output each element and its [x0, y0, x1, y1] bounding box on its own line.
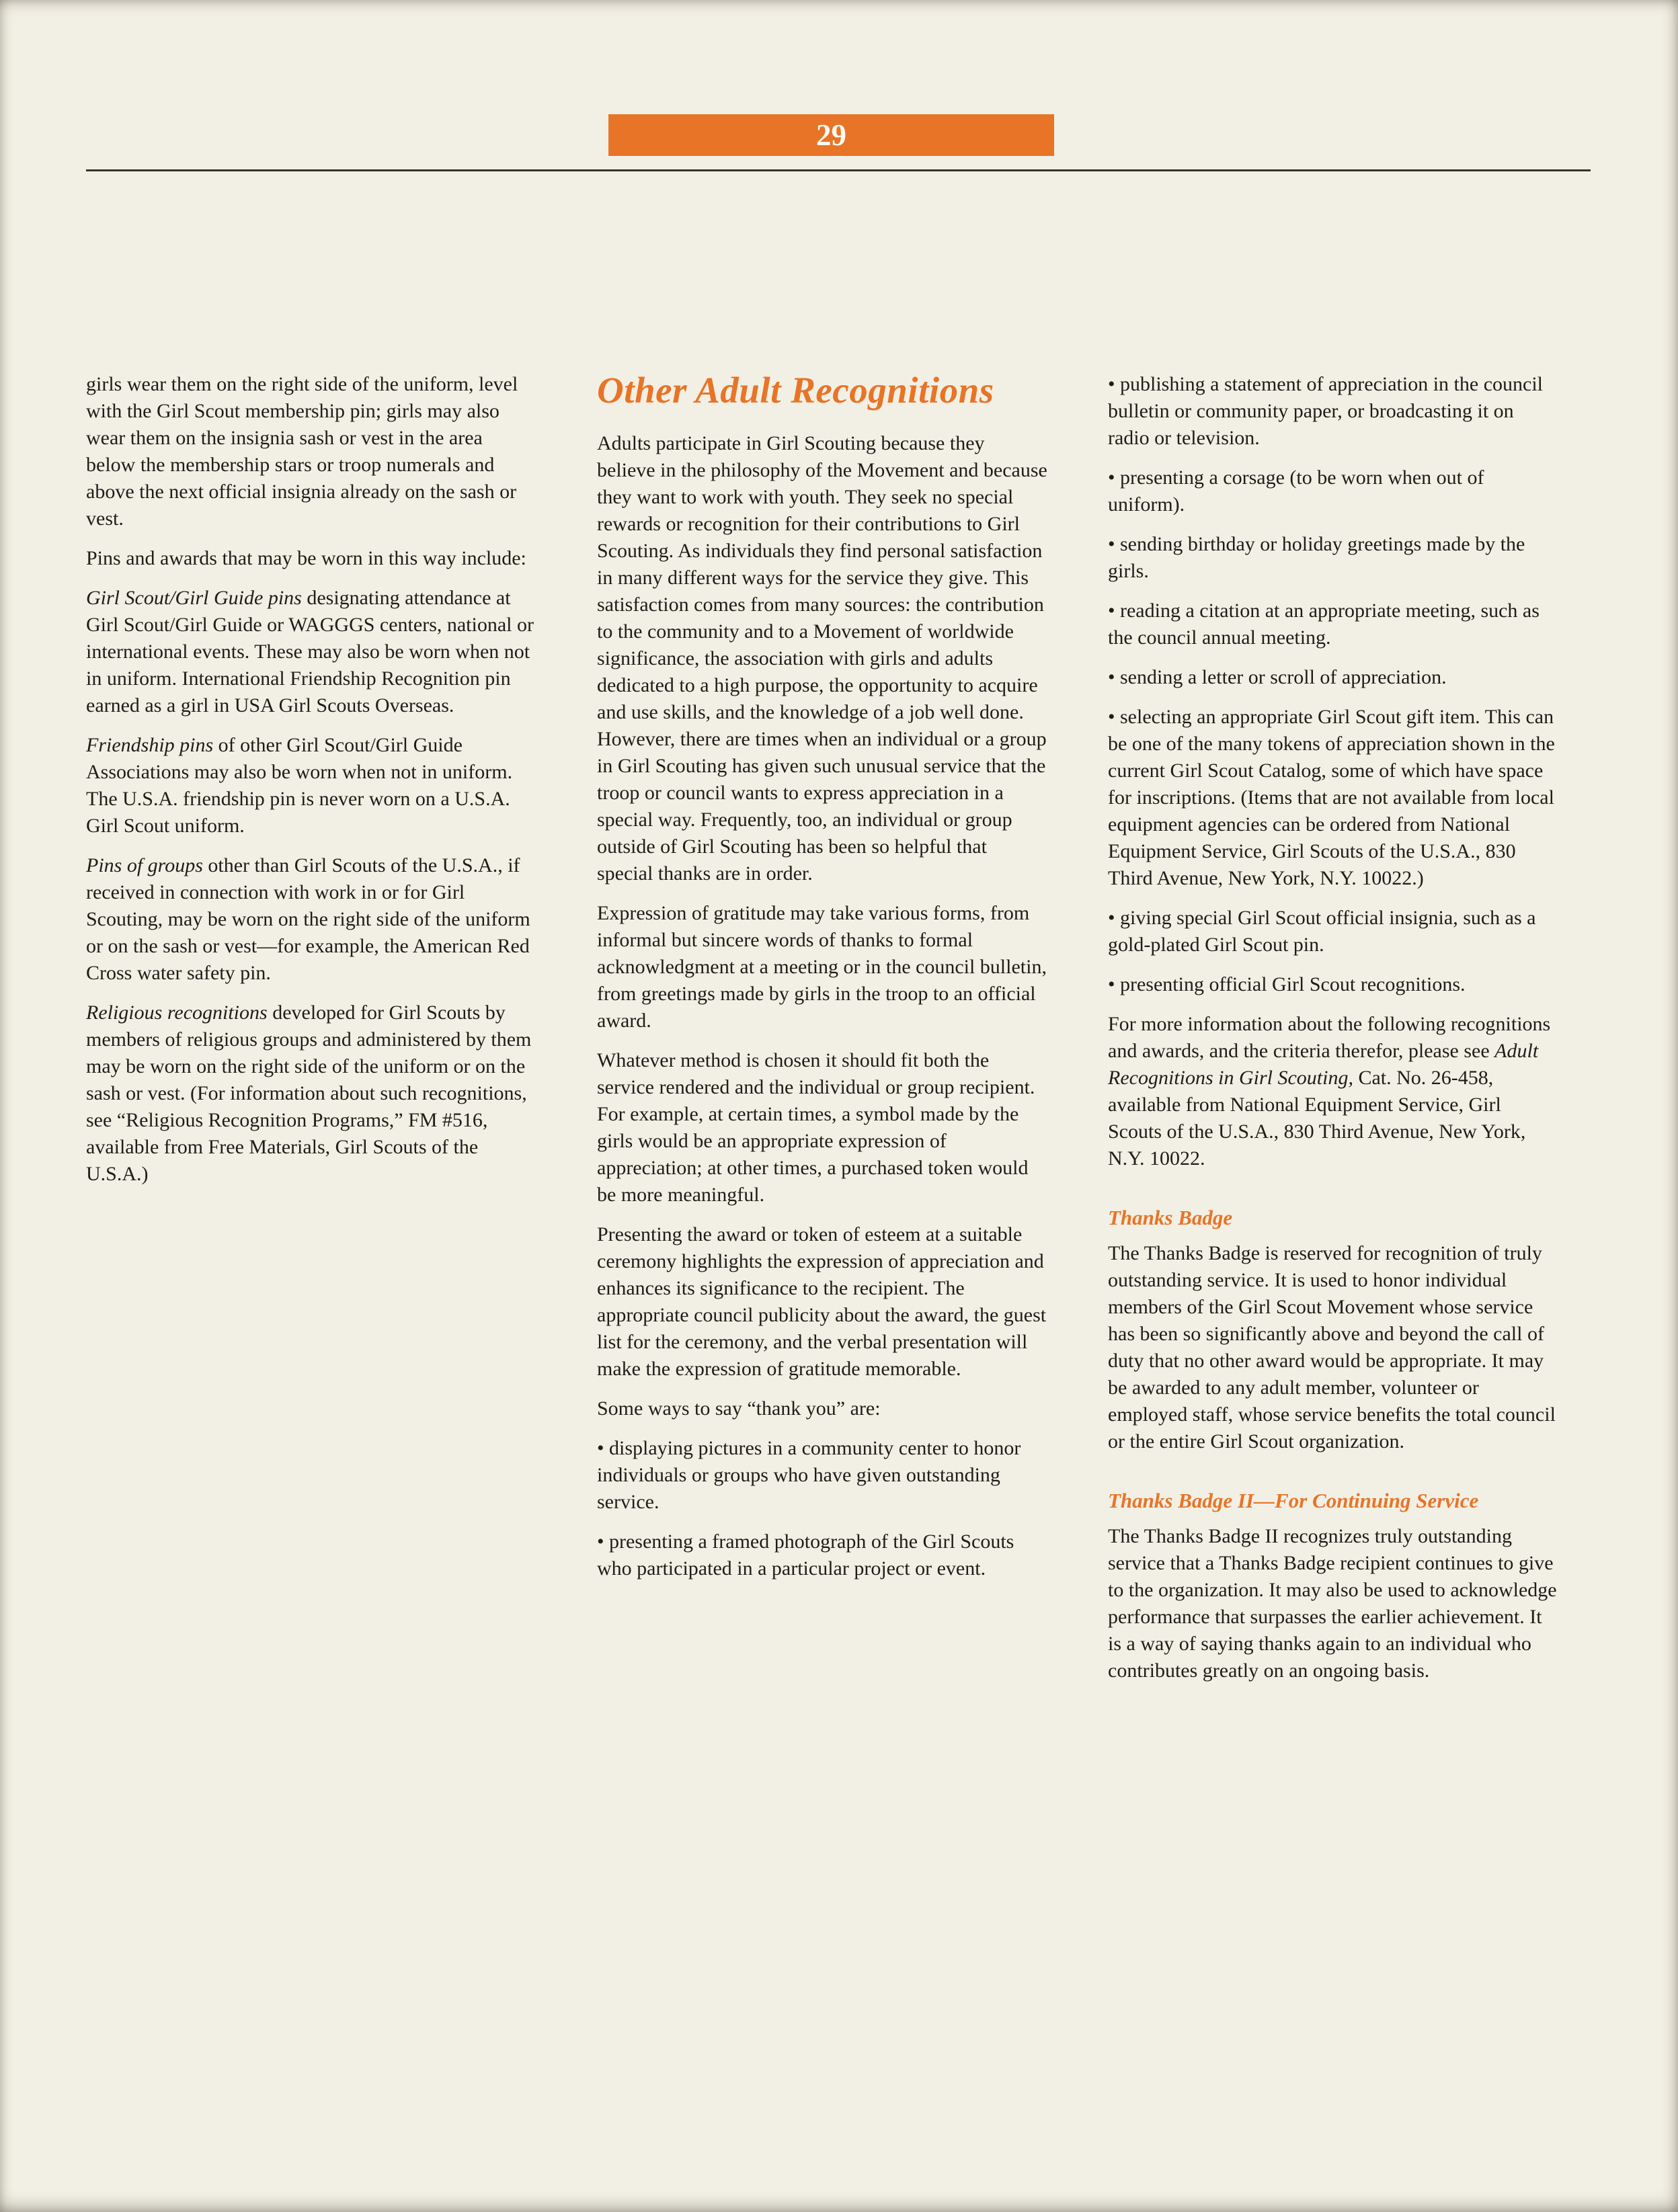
bullet-item: • sending a letter or scroll of appreciation. — [1108, 666, 1447, 688]
paragraph — [86, 732, 536, 839]
paragraph-text: other than Girl Scouts of the U.S.A., if received in connection with work in or for Girl Scouting, may be worn on the right side of the uniform or on the sash or vest—for example, the American Red Cross water safety pin. — [86, 854, 530, 984]
column-middle — [597, 371, 1047, 1595]
paragraph-text: For more information about the following recognitions and awards, and the criteria therefor, please see — [1108, 1013, 1551, 1062]
bullet-item: • reading a citation at an appropriate meeting, such as the council annual meeting. — [1108, 600, 1540, 649]
bullet-item: • presenting official Girl Scout recognitions. — [1108, 973, 1466, 995]
page-number: 29 — [816, 118, 846, 152]
bullet-item: • selecting an appropriate Girl Scout gift item. This can be one of the many tokens of appreciation shown in the current Girl Scout Catalog, some of which have space for inscriptions. (Items that are not available from local equipment agencies can be ordered from National Equipment Service, Girl Scouts of the U.S.A., 830 Third Avenue, New York, N.Y. 10022.) — [1108, 706, 1555, 889]
paragraph: Whatever method is chosen it should fit both the service rendered and the individual or group recipient. For example, at certain times, a symbol made by the girls would be an appropriate expression of appreciation; at other times, a purchased token would be more meaningful. — [597, 1049, 1035, 1206]
page-number-badge — [608, 114, 1054, 156]
paragraph: Some ways to say “thank you” are: — [597, 1397, 881, 1420]
column-left — [86, 371, 536, 1200]
paragraph-text: Cat. No. 26-458, available from National Equipment Service, Girl Scouts of the U.S.A., 830 Third Avenue, New York, N.Y. 10022. — [1108, 1067, 1526, 1170]
paragraph — [86, 999, 536, 1188]
bullet-item: • giving special Girl Scout official insignia, such as a gold-plated Girl Scout pin. — [1108, 907, 1536, 956]
italic-lead: Religious recognitions — [86, 1001, 268, 1024]
paragraph-text: developed for Girl Scouts by members of religious groups and administered by them may be worn on the right side of the uniform or on the sash or vest. (For information about such recognitions, see “Religious Recognition Programs,” FM #516, available from Free Materials, Girl Scouts of the U.S.A.) — [86, 1001, 532, 1185]
italic-lead: Girl Scout/Girl Guide pins — [86, 587, 302, 609]
paragraph: girls wear them on the right side of the uniform, level with the Girl Scout membership pin; girls may also wear them on the insignia sash or vest in the area below the membership stars or troop numerals and above the next official insignia already on the sash or vest. — [86, 373, 518, 530]
bullet-item: • presenting a framed photograph of the Girl Scouts who participated in a particular project or event. — [597, 1530, 1014, 1580]
paragraph — [86, 852, 536, 987]
article-columns — [86, 371, 1558, 1697]
italic-lead: Pins of groups — [86, 854, 203, 876]
info-paragraph — [1108, 1011, 1558, 1172]
paragraph: Presenting the award or token of esteem at a suitable ceremony highlights the expression of appreciation and enhances its significance to the recipient. The appropriate council publicity about the award, the guest list for the ceremony, and the verbal presentation will make the expression of gratitude memorable. — [597, 1223, 1047, 1380]
bullet-item: • sending birthday or holiday greetings made by the girls. — [1108, 533, 1525, 582]
bullet-item: • presenting a corsage (to be worn when out of uniform). — [1108, 466, 1484, 516]
paragraph: Pins and awards that may be worn in this way include: — [86, 547, 526, 569]
section-heading: Other Adult Recognitions — [597, 370, 994, 411]
subheading-thanks-badge: Thanks Badge — [1108, 1206, 1233, 1229]
column-right — [1108, 371, 1558, 1697]
subheading-thanks-badge-2: Thanks Badge II—For Continuing Service — [1108, 1489, 1479, 1512]
header-rule — [86, 169, 1591, 171]
italic-lead: Friendship pins — [86, 734, 214, 756]
paragraph-text: designating attendance at Girl Scout/Girl Guide or WAGGGS centers, national or international events. These may also be worn when not in uniform. International Friendship Recognition pin earned as a girl in USA Girl Scouts Overseas. — [86, 587, 534, 716]
bullet-item: • publishing a statement of appreciation in the council bulletin or community paper, or broadcasting it on radio or television. — [1108, 373, 1543, 449]
paragraph: Adults participate in Girl Scouting because they believe in the philosophy of the Movement and because they want to work with youth. They seek no special rewards or recognition for their contributions to Girl Scouting. As individuals they find personal satisfaction in many different ways for the service they give. This satisfaction comes from many sources: the contribution to the community and to a Movement of worldwide significance, the association with girls and adults dedicated to a high purpose, the opportunity to acquire and use skills, and the knowledge of a job well done. However, there are times when an individual or a group in Girl Scouting has given such unusual service that the troop or council wants to express appreciation in a special way. Frequently, too, an individual or group outside of Girl Scouting has been so helpful that special thanks are in order. — [597, 432, 1047, 885]
paragraph-text: of other Girl Scout/Girl Guide Associations may also be worn when not in uniform. The U.S.A. friendship pin is never worn on a U.S.A. Girl Scout uniform. — [86, 734, 513, 837]
paragraph: The Thanks Badge II recognizes truly outstanding service that a Thanks Badge recipient continues to give to the organization. It may also be used to acknowledge performance that surpasses the earlier achievement. It is a way of saying thanks again to an individual who contributes greatly on an ongoing basis. — [1108, 1525, 1557, 1682]
bullet-item: • displaying pictures in a community center to honor individuals or groups who have given outstanding service. — [597, 1437, 1021, 1513]
paragraph — [86, 585, 536, 719]
publication-title: Adult Recognitions in Girl Scouting, — [1108, 1040, 1539, 1089]
paragraph: Expression of gratitude may take various forms, from informal but sincere words of thanks to formal acknowledgment at a meeting or in the council bulletin, from greetings made by girls in the troop to an official award. — [597, 902, 1047, 1032]
paragraph: The Thanks Badge is reserved for recognition of truly outstanding service. It is used to honor individual members of the Girl Scout Movement whose service has been so significantly above and beyond the call of duty that no other award would be appropriate. It may be awarded to any adult member, volunteer or employed staff, whose service benefits the total council or the entire Girl Scout organization. — [1108, 1242, 1556, 1452]
